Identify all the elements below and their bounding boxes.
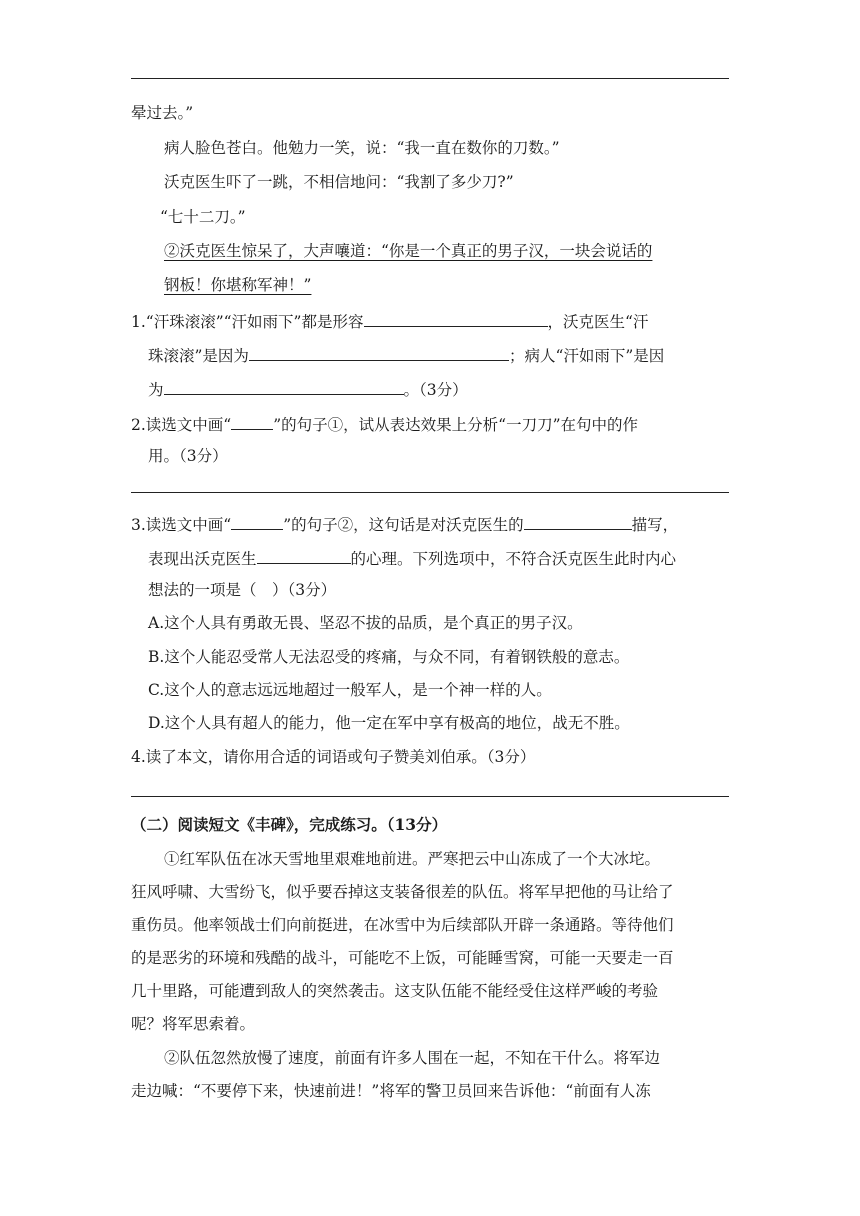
underline-marker bbox=[231, 513, 283, 530]
question-3 bbox=[131, 513, 678, 535]
top-rule bbox=[131, 78, 729, 79]
answer-blank[interactable] bbox=[524, 513, 632, 530]
question-text: 。（3分） bbox=[403, 381, 468, 399]
question-1-cont bbox=[148, 344, 664, 366]
passage-line: 晕过去。” bbox=[131, 104, 194, 122]
article-line: 狂风呼啸、大雪纷飞，似乎要吞掉这支装备很差的队伍。将军早把他的马让给了 bbox=[131, 883, 674, 901]
question-2 bbox=[131, 413, 638, 435]
question-text: 为 bbox=[148, 381, 164, 399]
answer-line[interactable] bbox=[131, 796, 729, 797]
answer-blank[interactable] bbox=[164, 378, 404, 395]
option-d[interactable]: D.这个人具有超人的能力，他一定在军中享有极高的地位，战无不胜。 bbox=[148, 714, 630, 732]
question-4: 4.读了本文，请你用合适的词语或句子赞美刘伯承。（3分） bbox=[131, 748, 536, 766]
question-3-cont: 想法的一项是（ ）（3分） bbox=[148, 581, 337, 599]
question-text: 1.“汗珠滚滚”“汗如雨下”都是形容 bbox=[131, 313, 364, 331]
option-a[interactable]: A.这个人具有勇敢无畏、坚忍不拔的品质，是个真正的男子汉。 bbox=[148, 614, 583, 632]
question-text: 2.读选文中画“ bbox=[131, 416, 232, 434]
underlined-sentence-2-cont: 钢板！你堪称军神！” bbox=[164, 276, 312, 294]
article-line: 重伤员。他率领战士们向前挺进，在冰雪中为后续部队开辟一条通路。等待他们 bbox=[131, 916, 674, 934]
article-line: 呢？将军思索着。 bbox=[131, 1015, 256, 1033]
underline-marker bbox=[231, 413, 273, 430]
question-1-cont bbox=[148, 378, 468, 400]
answer-blank[interactable] bbox=[249, 344, 509, 361]
answer-line[interactable] bbox=[131, 492, 729, 493]
option-c[interactable]: C.这个人的意志远远地超过一般军人，是一个神一样的人。 bbox=[148, 681, 552, 699]
question-text: ”的句子②，这句话是对沃克医生的 bbox=[283, 516, 524, 534]
section-heading: （二）阅读短文《丰碑》，完成练习。（13分） bbox=[131, 815, 448, 834]
answer-blank[interactable] bbox=[257, 547, 351, 564]
question-1 bbox=[131, 310, 648, 332]
passage-paragraph: 病人脸色苍白。他勉力一笑，说：“我一直在数你的刀数。” bbox=[164, 139, 560, 157]
question-text: 描写， bbox=[631, 516, 679, 534]
article-line: ②队伍忽然放慢了速度，前面有许多人围在一起，不知在干什么。将军边 bbox=[164, 1049, 661, 1067]
question-3-cont bbox=[148, 547, 676, 569]
question-text: ”的句子①，试从表达效果上分析“一刀刀”在句中的作 bbox=[273, 416, 638, 434]
article-line: ①红军队伍在冰天雪地里艰难地前进。严寒把云中山冻成了一个大冰坨。 bbox=[164, 850, 661, 868]
article-line: 走边喊：“不要停下来，快速前进！”将军的警卫员回来告诉他：“前面有人冻 bbox=[131, 1082, 651, 1100]
question-text: ，沃克医生“汗 bbox=[547, 313, 649, 331]
answer-blank[interactable] bbox=[364, 310, 548, 327]
article-line: 几十里路，可能遭到敌人的突然袭击。这支队伍能不能经受住这样严峻的考验 bbox=[131, 982, 659, 1000]
question-text: 表现出沃克医生 bbox=[148, 550, 257, 568]
option-b[interactable]: B.这个人能忍受常人无法忍受的疼痛，与众不同，有着钢铁般的意志。 bbox=[148, 648, 630, 666]
passage-paragraph: 沃克医生吓了一跳，不相信地问：“我割了多少刀?” bbox=[164, 173, 514, 191]
question-text: 的心理。下列选项中，不符合沃克医生此时内心 bbox=[350, 550, 677, 568]
question-text: 珠滚滚”是因为 bbox=[148, 347, 249, 365]
question-text: 3.读选文中画“ bbox=[131, 516, 232, 534]
question-2-cont: 用。（3分） bbox=[148, 447, 228, 465]
underlined-sentence-2: ②沃克医生惊呆了，大声嚷道：“你是一个真正的男子汉，一块会说话的 bbox=[164, 242, 653, 260]
article-line: 的是恶劣的环境和残酷的战斗，可能吃不上饭，可能睡雪窝，可能一天要走一百 bbox=[131, 949, 674, 967]
question-text: ；病人“汗如雨下”是因 bbox=[508, 347, 665, 365]
passage-paragraph: “七十二刀。” bbox=[160, 208, 246, 226]
